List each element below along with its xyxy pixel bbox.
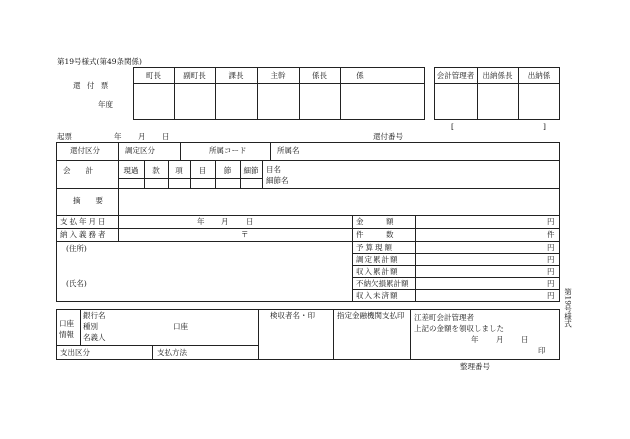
mokumei-label: 目名 (266, 165, 281, 174)
col-line (118, 215, 119, 241)
col-line (410, 309, 411, 360)
row-line (352, 253, 560, 254)
meigi-nin-label: 名義人 (83, 333, 106, 342)
kingaku-label: 金 額 (356, 217, 394, 226)
shozoku-mei-label: 所属名 (277, 146, 300, 155)
kankyaku-label: 現過 (123, 166, 139, 175)
col-line (118, 142, 119, 160)
bracket-close: ] (543, 122, 546, 131)
stamp-header: 出納係長 (482, 71, 513, 80)
kenshu-label: 検収者名・印 (270, 311, 315, 320)
shozoku-code-label: 所属コード (209, 146, 247, 155)
receipt-year: 年 (471, 335, 479, 344)
amount-unit: 円 (547, 255, 555, 264)
funou-kesson-label: 不納欠損累計額 (356, 279, 409, 288)
stamp-divider (133, 83, 425, 84)
col-line (258, 309, 259, 360)
row-line (56, 215, 560, 216)
tekiyo-label: 摘 要 (73, 196, 103, 205)
shunyu-misai-label: 収入未済額 (356, 291, 399, 300)
kanpu-hyo-label: 還 付 票 (73, 81, 111, 90)
amount-unit: 円 (547, 243, 555, 252)
receipt-day: 日 (521, 335, 529, 344)
kihyo-label: 起票 (57, 132, 72, 141)
saisetsumei-label: 細節名 (266, 176, 289, 185)
col-line (262, 160, 263, 188)
saisetsu-label: 細節 (243, 166, 259, 175)
amount-unit: 円 (547, 291, 555, 300)
yosan-genngaku-label: 予算現額 (356, 243, 394, 252)
stamp-header: 町長 (146, 71, 161, 80)
kaikei-label: 会 計 (63, 166, 93, 175)
col-line (80, 309, 81, 345)
col-line (152, 345, 153, 360)
shishutsu-kubun-label: 支出区分 (60, 348, 90, 357)
kan-label: 款 (152, 166, 160, 175)
row-line (352, 265, 560, 266)
stamp-header: 課長 (228, 71, 244, 80)
kihyo-month: 月 (138, 132, 146, 141)
chotei-kubun-label: 調定区分 (125, 146, 155, 155)
kou-label: 項 (175, 166, 183, 175)
payment-month: 月 (221, 217, 229, 226)
postal-mark: 〒 (241, 230, 249, 239)
col-line (180, 142, 181, 160)
kanpu-number-label: 還付番号 (373, 132, 403, 141)
ryoshu-label: 上記の金額を領収しました (414, 324, 504, 333)
stamp-header: 出納係 (527, 71, 551, 80)
setsu-label: 節 (223, 166, 232, 175)
col-line (333, 309, 334, 360)
form-title: 第19号様式(第49条関係) (57, 57, 142, 66)
seal-mark: 印 (538, 346, 546, 355)
stamp-header: 会計管理者 (436, 71, 475, 80)
stamp-header: 係長 (312, 71, 327, 80)
receipt-month: 月 (496, 335, 504, 344)
col-line (118, 188, 119, 215)
row-line (56, 345, 258, 346)
payment-year: 年 (197, 217, 205, 226)
stamp-header: 係 (356, 71, 364, 80)
stamp-header: 主幹 (270, 71, 286, 80)
kihyo-day: 日 (162, 132, 170, 141)
name-label: (氏名) (66, 279, 87, 288)
amount-unit: 円 (547, 267, 555, 276)
shubetsu-label: 種別 (83, 322, 98, 331)
chotei-ruikei-label: 調定累計額 (356, 255, 399, 264)
row-line (56, 160, 560, 161)
row-line (56, 241, 560, 242)
amount-unit: 円 (547, 279, 555, 288)
bracket-open: [ (451, 122, 454, 131)
nonyu-gimusha-label: 納入義務者 (60, 230, 108, 239)
shiharai-hoho-label: 支払方法 (157, 348, 187, 357)
shunyu-ruikei-label: 収入累計額 (356, 267, 399, 276)
row-line (352, 289, 560, 290)
shiharai-date-label: 支払年月日 (60, 217, 108, 226)
stamp-header: 副町長 (183, 71, 206, 80)
kanpu-kubun-label: 還付区分 (70, 146, 100, 155)
address-label: (住所) (66, 244, 87, 253)
kanrisha-label: 江差町会計管理者 (414, 313, 474, 322)
kouza-joho-label: 口座情報 (59, 319, 74, 340)
col-line (270, 142, 271, 160)
shitei-kinyu-label: 指定金融機関支払印 (337, 311, 405, 320)
side-form-label: 第19号様式 (563, 288, 573, 328)
row-line (56, 188, 560, 189)
kouza-label: 口座 (173, 322, 188, 331)
kihyo-year: 年 (114, 132, 122, 141)
row-line (56, 228, 560, 229)
stamp-divider (434, 83, 560, 84)
payment-day: 日 (246, 217, 254, 226)
kensu-label: 件 数 (356, 230, 394, 239)
kensu-unit: 件 (547, 230, 555, 239)
kingaku-unit: 円 (547, 217, 555, 226)
ginko-mei-label: 銀行名 (83, 311, 106, 320)
seiri-bango-label: 整理番号 (460, 362, 490, 371)
nendo-label: 年度 (98, 100, 113, 109)
moku-label: 目 (198, 166, 207, 175)
row-line (352, 277, 560, 278)
